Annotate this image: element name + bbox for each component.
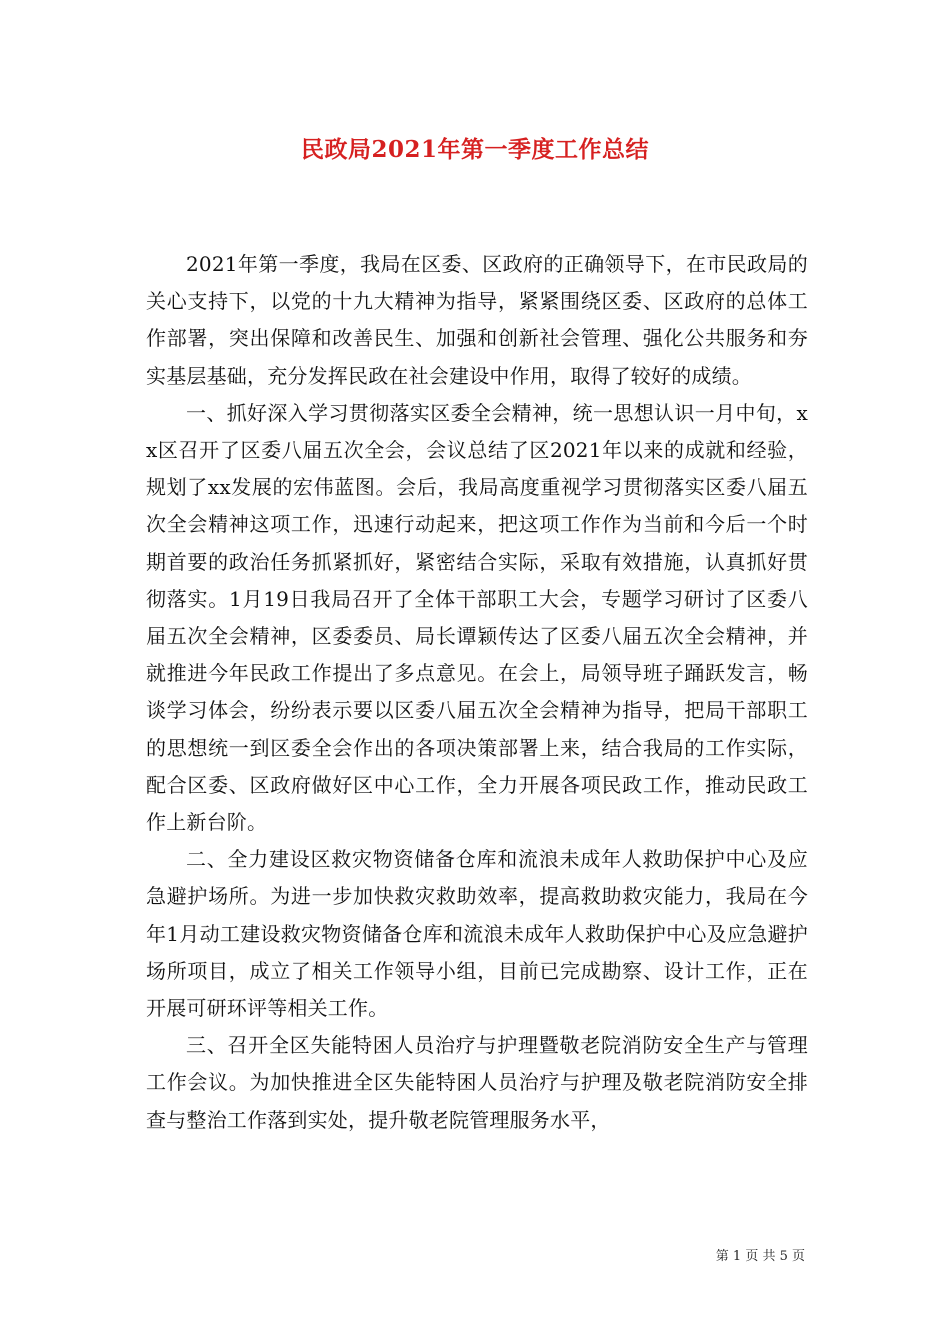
paragraph-section-3: 三、召开全区失能特困人员治疗与护理暨敬老院消防安全生产与管理工作会议。为加快推进全区失能特困人员治疗与护理及敬老院消防安全排查与整治工作落到实处，提升敬老院管理服务水平， <box>146 1033 808 1132</box>
paragraph-section-2: 二、全力建设区救灾物资储备仓库和流浪未成年人救助保护中心及应急避护场所。为进一步加快救灾救助效率，提高救助救灾能力，我局在今年1月动工建设救灾物资储备仓库和流浪未成年人救助保护中心及应急避护场所项目，成立了相关工作领导小组，目前已完成勘察、设计工作，正在开展可研环评等相关工作。 <box>146 847 808 1021</box>
document-title: 民政局2021年第一季度工作总结 <box>300 136 649 163</box>
document-body <box>146 246 808 1139</box>
paragraph-intro: 2021年第一季度，我局在区委、区政府的正确领导下，在市民政局的关心支持下，以党的十九大精神为指导，紧紧围绕区委、区政府的总体工作部署，突出保障和改善民生、加强和创新社会管理、强化公共服务和夯实基层基础，充分发挥民政在社会建设中作用，取得了较好的成绩。 <box>146 252 808 388</box>
paragraph-section-1: 一、抓好深入学习贯彻落实区委全会精神，统一思想认识一月中旬，xx区召开了区委八届五次全会，会议总结了区2021年以来的成就和经验，规划了xx发展的宏伟蓝图。会后，我局高度重视学习贯彻落实区委八届五次全会精神这项工作，迅速行动起来，把这项工作作为当前和今后一个时期首要的政治任务抓紧抓好，紧密结合实际，采取有效措施，认真抓好贯彻落实。1月19日我局召开了全体干部职工大会，专题学习研讨了区委八届五次全会精神，区委委员、局长谭颖传达了区委八届五次全会精神，并就推进今年民政工作提出了多点意见。在会上，局领导班子踊跃发言，畅谈学习体会，纷纷表示要以区委八届五次全会精神为指导，把局干部职工的思想统一到区委全会作出的各项决策部署上来，结合我局的工作实际，配合区委、区政府做好区中心工作，全力开展各项民政工作，推动民政工作上新台阶。 <box>146 400 808 835</box>
page-number: 第 1 页 共 5 页 <box>715 1249 805 1264</box>
